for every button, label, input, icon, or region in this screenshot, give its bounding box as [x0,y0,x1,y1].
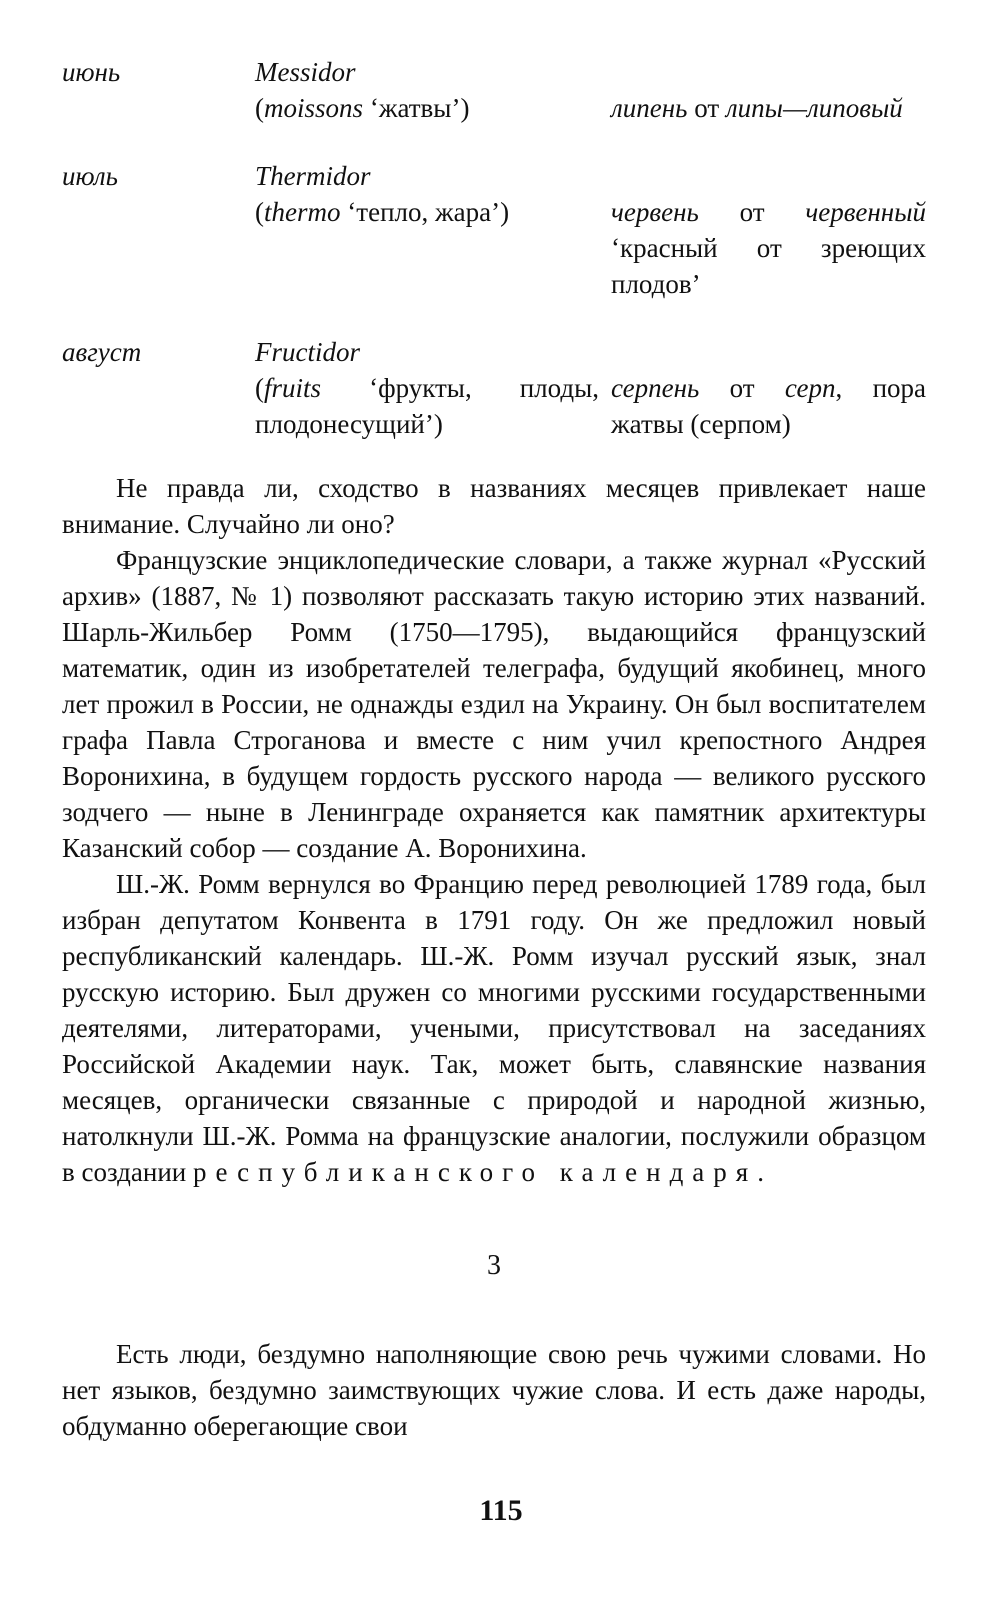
paragraph: Не правда ли, сходство в названиях месяцев привлекает наше внимание. Случайно ли оно? [62,473,926,539]
month-names-table [62,54,926,474]
table-row [62,54,926,158]
paragraph: Французские энциклопедические словари, а также журнал «Русский архив» (1887, № 1) позволяют рассказать такую историю этих названий. Шарль-Жильбер Ромм (1750—1795), выдающийся французский математик, один из изобретателей телеграфа, будущий якобинец, много лет прожил в России, не однажды ездил на Украину. Он был воспитателем графа Павла Строганова и вместе с ним учил крепостного Андрея Воронихина, в будущем гордость русского народа — великого русского зодчего — ныне в Ленинграде охраняется как памятник архитектуры Казанский собор — создание А. Воронихина. [62,545,926,863]
russian-month: август [62,337,142,367]
french-month-name: Messidor [255,57,356,87]
russian-month: июль [62,161,118,191]
table-row [62,158,926,334]
french-month-name: Fructidor [255,337,361,367]
french-month-gloss: (thermo ‘тепло, жара’) [255,197,510,227]
french-month [255,334,611,474]
french-month [255,54,611,158]
french-month [255,158,611,334]
french-month-gloss: (fruits ‘фрукты, плоды, плодонесущий’) [255,373,599,439]
page-content [62,54,926,1444]
russian-month: июнь [62,57,121,87]
page-number: 115 [479,1494,523,1527]
french-month-name: Thermidor [255,161,371,191]
body-text [62,470,926,1444]
slavic-month: липень от липы—липовый [611,93,903,123]
paragraph: Есть люди, бездумно наполняющие свою речь чужими словами. Но нет языков, бездумно заимствующих чужие слова. И есть даже народы, обдуманно оберегающие свои [62,1339,926,1441]
slavic-month: червень от червенный ‘красный от зреющих плодов’ [611,197,926,299]
paragraph: Ш.-Ж. Ромм вернулся во Францию перед революцией 1789 года, был избран депутатом Конвента в 1791 году. Он же предложил новый республиканский календарь. Ш.-Ж. Ромм изучал русский язык, знал русскую историю. Был дружен со многими русскими государственными деятелями, литераторами, учеными, присутствовал на заседаниях Российской Академии наук. Так, может быть, славянские названия месяцев, органически связанные с природой и народной жизнью, натолкнули Ш.-Ж. Ромма на французские аналогии, послужили образцом в создании республиканского календаря. [62,869,926,1187]
slavic-month: серпень от серп, пора жатвы (серпом) [611,373,927,439]
spaced-emphasis: республиканского календаря. [192,1157,773,1187]
table-row [62,334,926,474]
french-month-gloss: (moissons ‘жатвы’) [255,93,470,123]
section-number: 3 [487,1250,501,1281]
